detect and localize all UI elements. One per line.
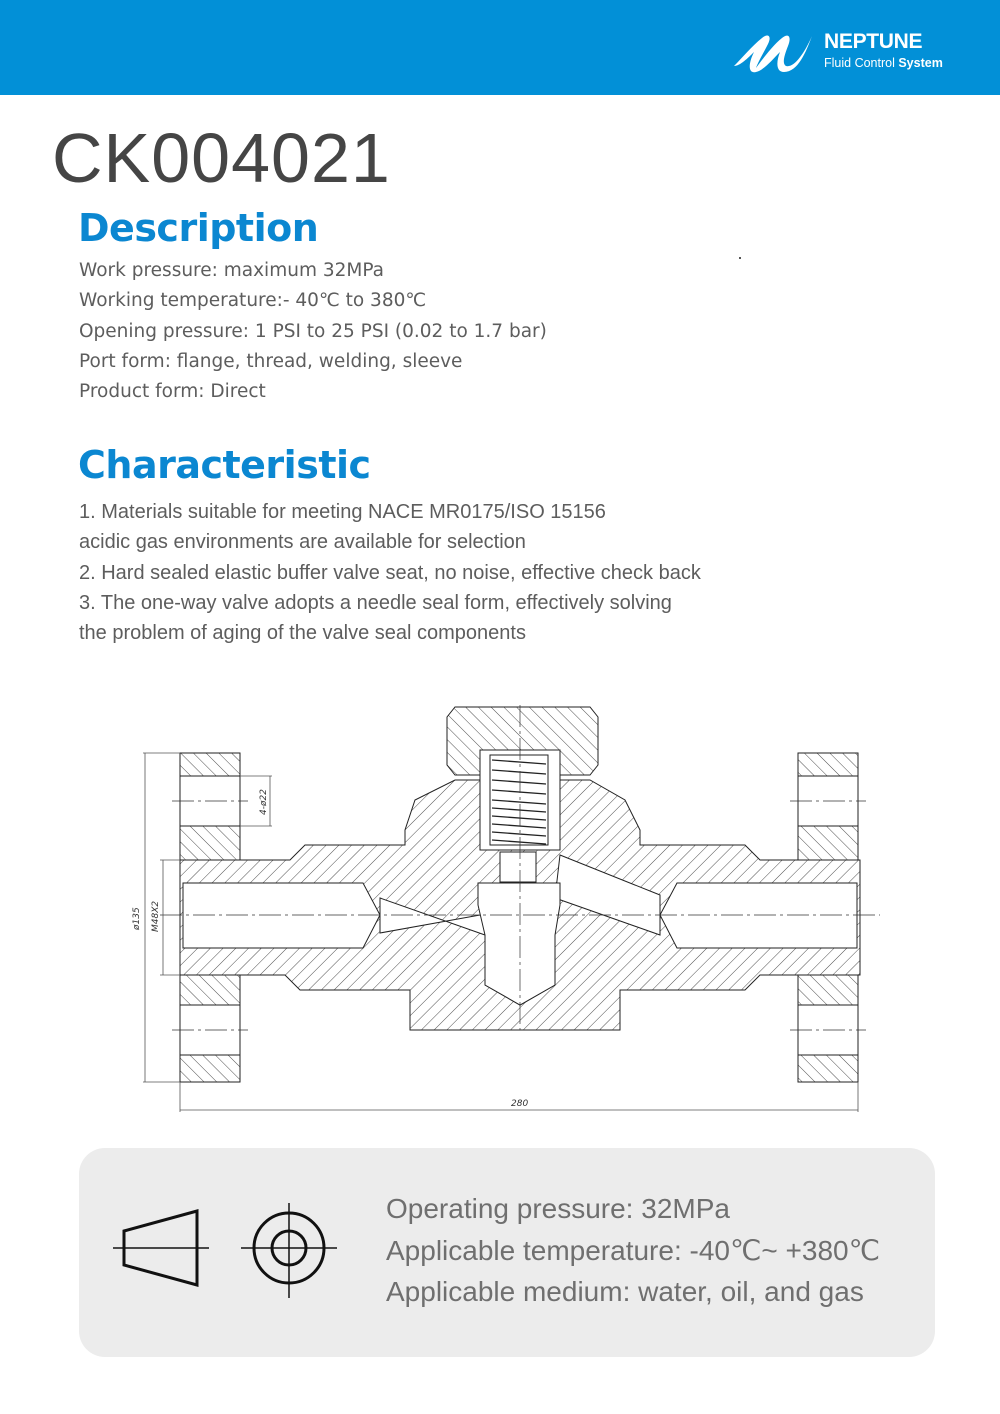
characteristic-list (79, 497, 701, 648)
spec-list (386, 1188, 880, 1313)
brand-tagline (824, 56, 943, 70)
spec-summary-box (79, 1148, 935, 1357)
dimension-flange-diameter: ø135 (132, 907, 142, 930)
characteristic-item: acidic gas environments are available for selection (79, 531, 526, 554)
description-heading: Description (78, 206, 319, 250)
characteristic-item: 1. Materials suitable for meeting NACE MR0175/ISO 15156 (79, 501, 606, 523)
characteristic-item: 2. Hard sealed elastic buffer valve seat, no noise, effective check back (79, 561, 701, 584)
description-item: Product form: Direct (79, 381, 266, 403)
description-item: Working temperature:- 40℃ to 380℃ (79, 290, 427, 312)
spec-applicable-medium: Applicable medium: water, oil, and gas (386, 1276, 864, 1307)
characteristic-item: the problem of aging of the valve seal components (79, 622, 526, 645)
right-bore (660, 883, 857, 948)
first-angle-projection-icon (109, 1203, 339, 1303)
valve-disc (500, 852, 536, 882)
tagline-bold: System (898, 56, 943, 70)
seat-cavity (478, 883, 560, 1005)
brand-logo (732, 24, 962, 78)
description-item: Opening pressure: 1 PSI to 25 PSI (0.02 to 1.7 bar) (79, 320, 547, 342)
dimension-thread: M48X2 (151, 900, 161, 932)
characteristic-heading: Characteristic (78, 443, 371, 487)
dimension-bolt-holes: 4-ø22 (259, 789, 269, 815)
spec-operating-pressure: Operating pressure: 32MPa (386, 1193, 730, 1224)
tagline-regular: Fluid Control (824, 56, 899, 70)
description-item: Port form: flange, thread, welding, sleeve (79, 350, 463, 372)
left-bore (183, 883, 380, 948)
characteristic-item: 3. The one-way valve adopts a needle seal form, effectively solving (79, 591, 672, 614)
brand-name: NEPTUNE (824, 30, 923, 53)
spec-applicable-temperature: Applicable temperature: -40℃~ +380℃ (386, 1234, 881, 1266)
valve-cross-section-drawing (120, 700, 880, 1120)
model-number: CK004021 (52, 119, 391, 197)
description-item: Work pressure: maximum 32MPa (79, 260, 385, 281)
stray-dot (739, 257, 741, 259)
dimension-overall-length: 280 (511, 1099, 529, 1109)
neptune-wave-logo-icon (732, 28, 814, 74)
header-bar (0, 0, 1000, 95)
description-list (79, 256, 547, 407)
